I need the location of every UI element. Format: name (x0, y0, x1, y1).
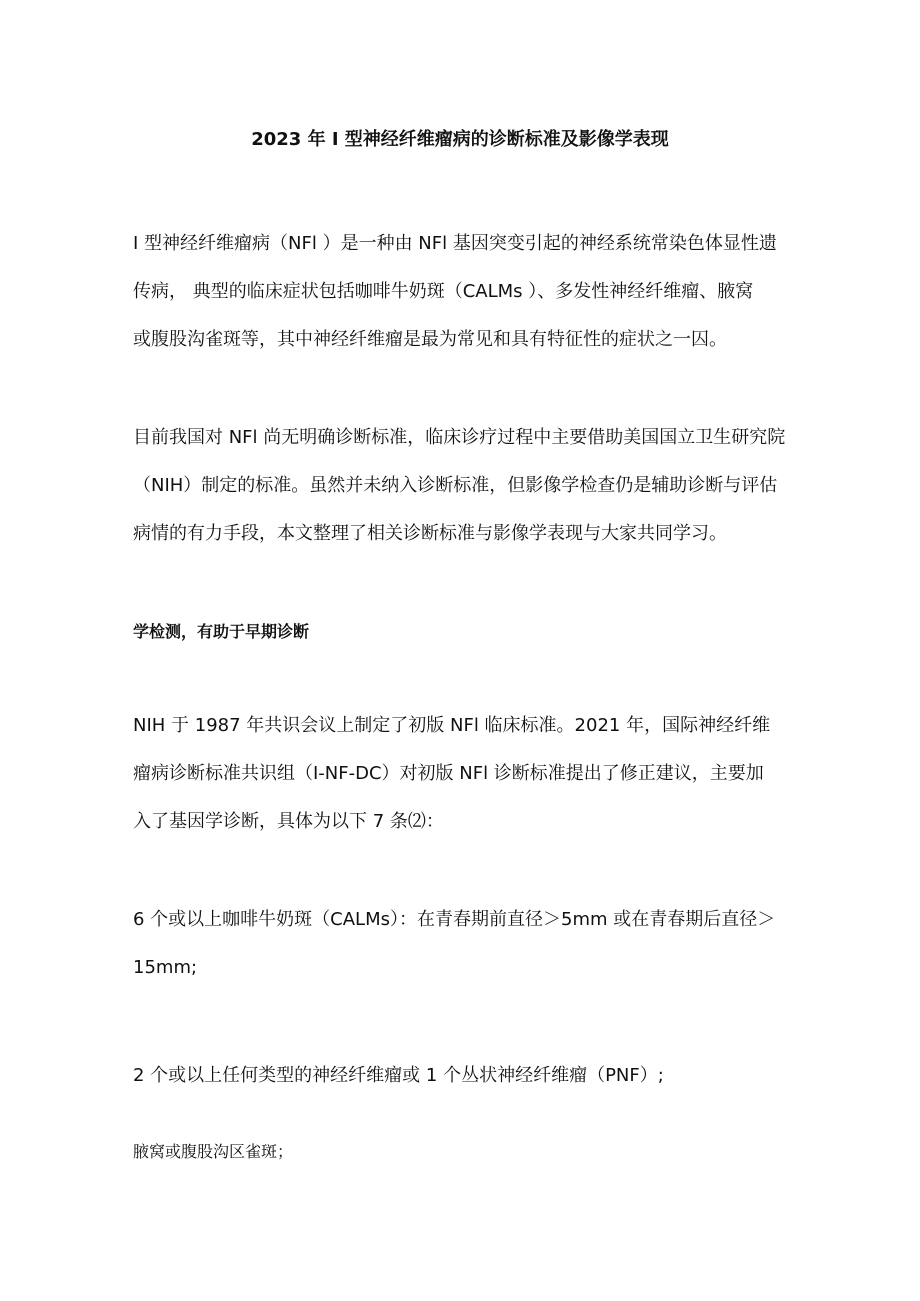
history-line: NIH 于 1987 年共识会议上制定了初版 NFl 临床标准。2021 年，国际神经纤维 (133, 715, 771, 736)
criterion-line: 2 个或以上任何类型的神经纤维瘤或 1 个丛状神经纤维瘤（PNF）; (133, 1065, 664, 1086)
history-line: 入了基因学诊断，具体为以下 7 条⑵： (133, 811, 444, 832)
status-line: 目前我国对 NFl 尚无明确诊断标准，临床诊疗过程中主要借助美国国立卫生研究院 (133, 427, 786, 448)
intro-line: 传病， 典型的临床症状包括咖啡牛奶斑（CALMs ）、多发性神经纤维瘤、腋窝 (133, 281, 754, 302)
status-line: 病情的有力手段，本文整理了相关诊断标准与影像学表现与大家共同学习。 (133, 523, 727, 544)
status-paragraph (133, 414, 793, 558)
criterion-item (133, 896, 793, 992)
history-paragraph (133, 702, 793, 846)
criterion-line: 腋窝或腹股沟区雀斑； (133, 1142, 294, 1161)
intro-paragraph (133, 220, 793, 364)
criterion-item (133, 1052, 793, 1100)
document-title: 2023 年 I 型神经纤维瘤病的诊断标准及影像学表现 (251, 129, 669, 150)
intro-line: I 型神经纤维瘤病（NFl ）是一种由 NFl 基因突变引起的神经系统常染色体显性遗 (133, 233, 777, 254)
section-heading: 学检测，有助于早期诊断 (133, 622, 310, 641)
intro-line: 或腹股沟雀斑等，其中神经纤维瘤是最为常见和具有特征性的症状之一囚。 (133, 329, 727, 350)
criterion-line: 15mm; (133, 957, 198, 978)
history-line: 瘤病诊断标准共识组（I-NF-DC）对初版 NFl 诊断标准提出了修正建议，主要加 (133, 763, 764, 784)
status-line: （NIH）制定的标准。虽然并未纳入诊断标准，但影像学检查仍是辅助诊断与评估 (133, 475, 778, 496)
criterion-item (133, 1128, 793, 1176)
criterion-line: 6 个或以上咖啡牛奶斑（CALMs）：在青春期前直径＞5mm 或在青春期后直径＞ (133, 909, 776, 930)
